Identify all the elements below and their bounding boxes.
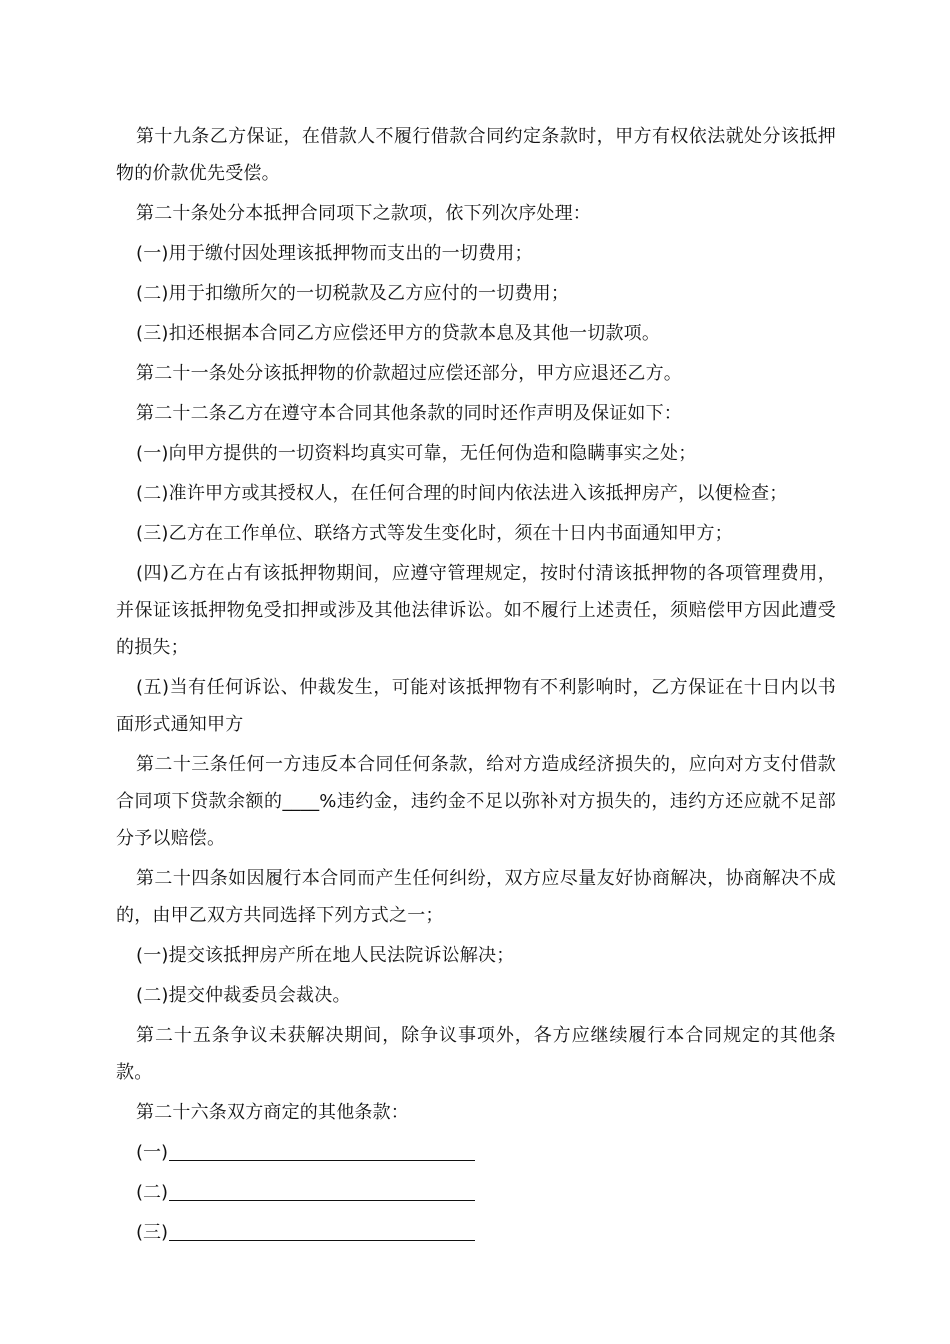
other-term-2-label: (二): [136, 1182, 169, 1203]
article-20: 第二十条处分本抵押合同项下之款项，依下列次序处理：: [136, 203, 591, 224]
article-20-item-1: (一)用于缴付因处理该抵押物而支出的一切费用；: [136, 243, 533, 264]
other-term-3-blank: [169, 1239, 475, 1241]
article-22-item-1: (一)向甲方提供的一切资料均真实可靠，无任何伪造和隐瞒事实之处；: [136, 443, 697, 464]
article-22-item-5: (五)当有任何诉讼、仲裁发生，可能对该抵押物有不利影响时，乙方保证在十日内以书面形式通知甲方: [116, 677, 836, 735]
article-21: 第二十一条处分该抵押物的价款超过应偿还部分，甲方应退还乙方。: [136, 363, 682, 384]
article-19: 第十九条乙方保证，在借款人不履行借款合同约定条款时，甲方有权依法就处分该抵押物的价款优先受偿。: [116, 126, 836, 184]
other-term-3-label: (三): [136, 1222, 169, 1243]
article-22-item-3: (三)乙方在工作单位、联络方式等发生变化时，须在十日内书面通知甲方；: [136, 523, 733, 544]
article-22-item-4: (四)乙方在占有该抵押物期间，应遵守管理规定，按时付清该抵押物的各项管理费用，并保证该抵押物免受扣押或涉及其他法律诉讼。如不履行上述责任，须赔偿甲方因此遭受的损失；: [116, 563, 836, 658]
other-term-1: [116, 1134, 836, 1171]
article-24-item-2: (二)提交仲裁委员会裁决。: [136, 985, 351, 1006]
article-20-item-2: (二)用于扣缴所欠的一切税款及乙方应付的一切费用；: [136, 283, 570, 304]
other-term-1-blank: [169, 1159, 475, 1161]
contract-body: [116, 118, 836, 1254]
article-24: 第二十四条如因履行本合同而产生任何纠纷，双方应尽量友好协商解决，协商解决不成的，由甲乙双方共同选择下列方式之一；: [116, 868, 836, 926]
other-term-2: [116, 1174, 836, 1211]
other-term-3: [116, 1214, 836, 1251]
article-22-item-2: (二)准许甲方或其授权人，在任何合理的时间内依法进入该抵押房产，以便检查；: [136, 483, 788, 504]
article-26: 第二十六条双方商定的其他条款：: [136, 1102, 409, 1123]
other-term-1-label: (一): [136, 1142, 169, 1163]
article-23: 第二十三条任何一方违反本合同任何条款，给对方造成经济损失的，应向对方支付借款合同项下贷款余额的____%违约金，违约金不足以弥补对方损失的，违约方还应就不足部分予以赔偿。: [116, 754, 836, 849]
article-24-item-1: (一)提交该抵押房产所在地人民法院诉讼解决；: [136, 945, 515, 966]
other-term-2-blank: [169, 1199, 475, 1201]
article-20-item-3: (三)扣还根据本合同乙方应偿还甲方的贷款本息及其他一切款项。: [136, 323, 661, 344]
article-25: 第二十五条争议未获解决期间，除争议事项外，各方应继续履行本合同规定的其他条款。: [116, 1025, 836, 1083]
article-22: 第二十二条乙方在遵守本合同其他条款的同时还作声明及保证如下：: [136, 403, 682, 424]
